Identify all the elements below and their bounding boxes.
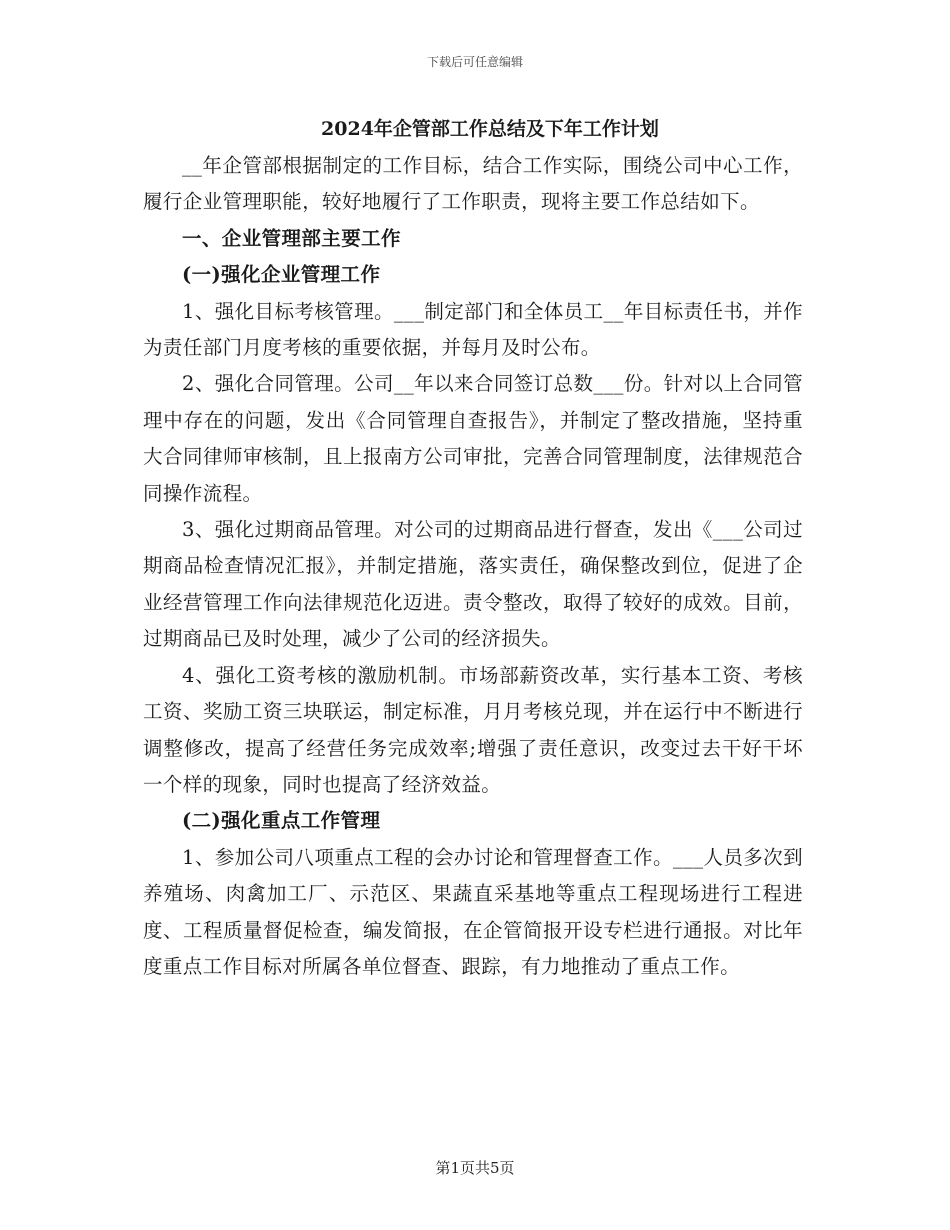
- intro-paragraph: __年企管部根据制定的工作目标，结合工作实际，围绕公司中心工作，履行企业管理职能，较好地履行了工作职责，现将主要工作总结如下。: [143, 154, 803, 214]
- header-note: 下载后可任意编辑: [426, 55, 523, 69]
- paragraph-expired-goods: 3、强化过期商品管理。对公司的过期商品进行督查，发出《___公司过期商品检查情况汇报》，并制定措施，落实责任，确保整改到位，促进了企业经营管理工作向法律规范化迈进。责令整改，取得了较好的成效。目前，过期商品已及时处理，减少了公司的经济损失。: [143, 518, 803, 651]
- paragraph-salary-incentive: 4、强化工资考核的激励机制。市场部薪资改革，实行基本工资、考核工资、奖励工资三块联运，制定标准，月月考核兑现，并在运行中不断进行调整修改，提高了经营任务完成效率;增强了责任意识，改变过去干好干坏一个样的现象，同时也提高了经济效益。: [143, 663, 803, 796]
- document-title: 2024年企管部工作总结及下年工作计划: [321, 118, 659, 140]
- paragraph-key-projects: 1、参加公司八项重点工程的会办讨论和管理督查工作。___人员多次到养殖场、肉禽加工厂、示范区、果蔬直采基地等重点工程现场进行工程进度、工程质量督促检查，编发简报，在企管简报开设专栏进行通报。对比年度重点工作目标对所属各单位督查、跟踪，有力地推动了重点工作。: [143, 845, 803, 978]
- subsection-heading-1: (一)强化企业管理工作: [182, 263, 381, 287]
- paragraph-target-assessment: 1、强化目标考核管理。___制定部门和全体员工__年目标责任书，并作为责任部门月度考核的重要依据，并每月及时公布。: [143, 299, 803, 360]
- document-body: [143, 148, 803, 985]
- section-heading-1: 一、企业管理部主要工作: [182, 226, 401, 250]
- paragraph-contract-management: 2、强化合同管理。公司__年以来合同签订总数___份。针对以上合同管理中存在的问题，发出《合同管理自查报告》，并制定了整改措施，坚持重大合同律师审核制，且上报南方公司审批，完善合同管理制度，法律规范合同操作流程。: [143, 372, 803, 505]
- page-number: 第1页共5页: [435, 1159, 515, 1177]
- subsection-heading-2: (二)强化重点工作管理: [182, 809, 381, 833]
